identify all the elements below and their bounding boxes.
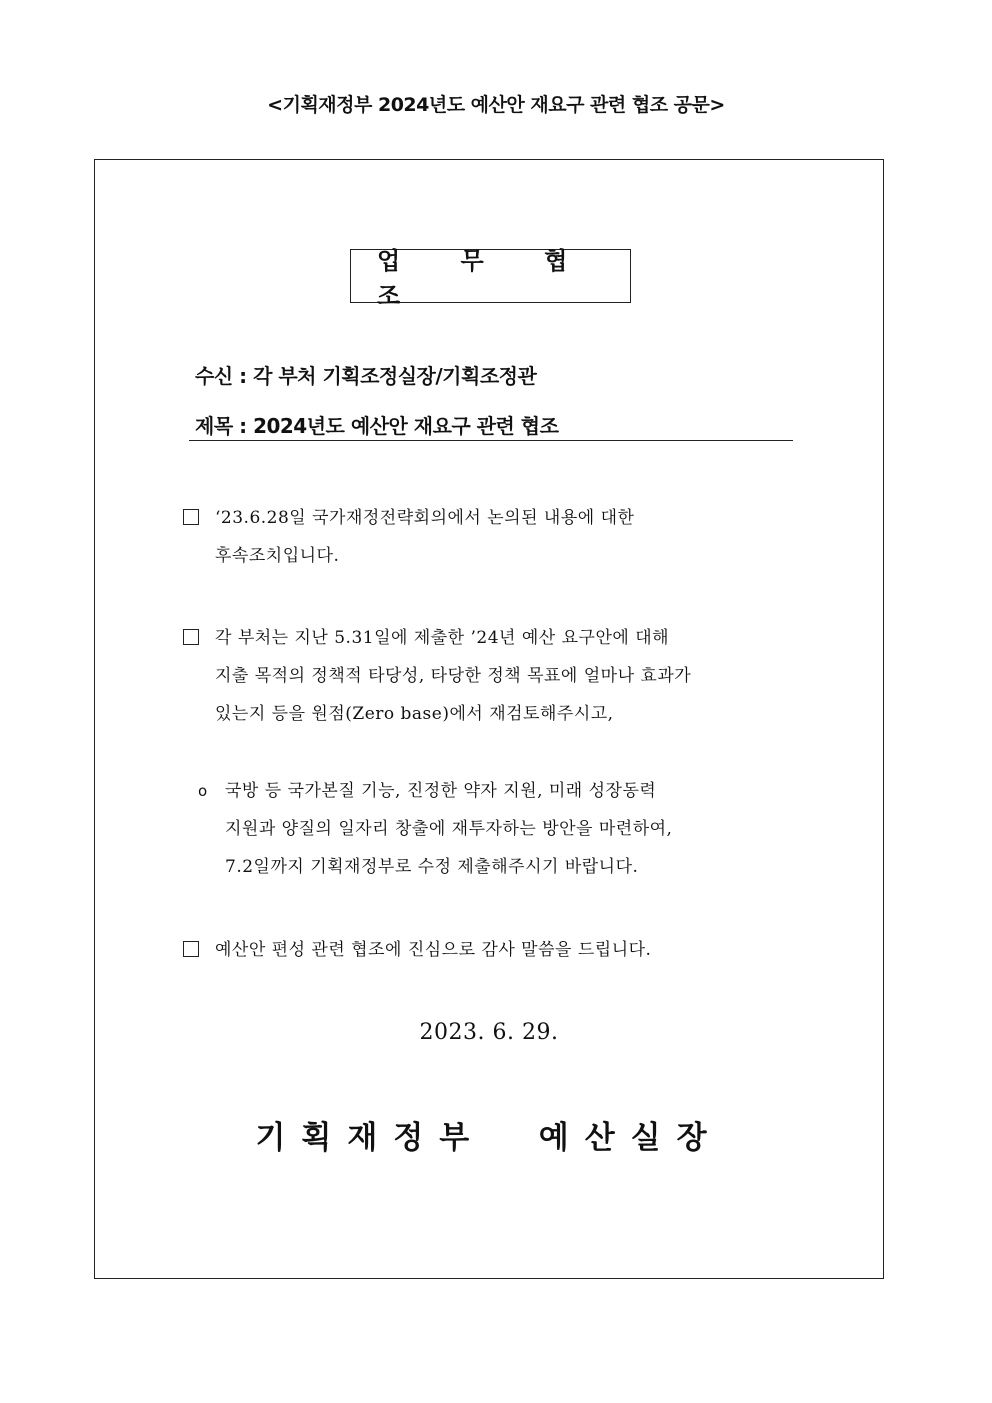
letter-title: 업 무 협 조 bbox=[350, 249, 631, 303]
checkbox-square-icon bbox=[183, 509, 199, 525]
checklist-item bbox=[183, 931, 823, 969]
item-line: 지출 목적의 정책적 타당성, 타당한 정책 목표에 얼마나 효과가 bbox=[215, 666, 692, 686]
item-line: 각 부처는 지난 5.31일에 제출한 ’24년 예산 요구안에 대해 bbox=[215, 628, 670, 648]
document-heading: <기획재정부 2024년도 예산안 재요구 관련 협조 공문> bbox=[267, 94, 725, 116]
letter-frame bbox=[94, 159, 884, 1279]
item-line: ‘23.6.28일 국가재정전략회의에서 논의된 내용에 대한 bbox=[215, 508, 635, 528]
item-line: 예산안 편성 관련 협조에 진심으로 감사 말씀을 드립니다. bbox=[215, 940, 652, 960]
checkbox-square-icon bbox=[183, 629, 199, 645]
recipient-line: 수신 : 각 부처 기획조정실장/기획조정관 bbox=[195, 364, 537, 388]
item-text bbox=[225, 772, 818, 886]
item-text bbox=[215, 931, 823, 969]
item-line: 있는지 등을 원점(Zero base)에서 재검토해주시고, bbox=[215, 704, 614, 724]
item-text bbox=[215, 499, 823, 575]
sender-signature: 기획재정부 예산실장 bbox=[255, 1120, 723, 1156]
item-text bbox=[215, 619, 843, 733]
bullet-circle-icon: o bbox=[198, 782, 208, 800]
item-line: 지원과 양질의 일자리 창출에 재투자하는 방안을 마련하여, bbox=[225, 819, 673, 839]
item-line: 후속조치입니다. bbox=[215, 546, 340, 566]
letter-date: 2023. 6. 29. bbox=[419, 1020, 559, 1045]
subject-underline bbox=[189, 440, 793, 441]
sub-bullet-item bbox=[198, 772, 818, 886]
checkbox-square-icon bbox=[183, 941, 199, 957]
checklist-item bbox=[183, 619, 843, 733]
item-line: 7.2일까지 기획재정부로 수정 제출해주시기 바랍니다. bbox=[225, 857, 639, 877]
checklist-item bbox=[183, 499, 823, 575]
subject-line: 제목 : 2024년도 예산안 재요구 관련 협조 bbox=[195, 414, 559, 438]
item-line: 국방 등 국가본질 기능, 진정한 약자 지원, 미래 성장동력 bbox=[225, 781, 657, 801]
